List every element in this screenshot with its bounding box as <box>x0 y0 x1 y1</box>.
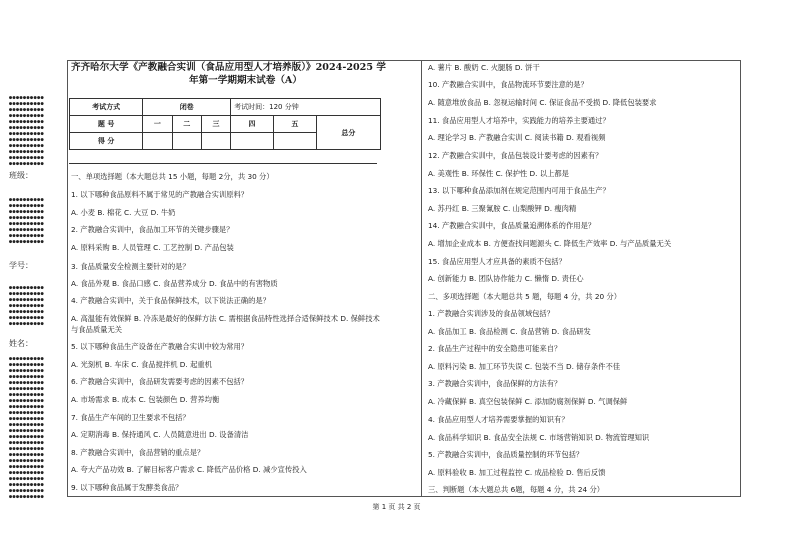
question-11-options: A. 理论学习 B. 产教融合实训 C. 阅读书籍 D. 观看视频 <box>428 133 606 142</box>
dots-row: ●●●●●●●●●● <box>9 428 45 434</box>
student-id-label: 学号： <box>9 261 33 270</box>
mc-question-3: 3. 产教融合实训中，食品保鲜的方法有？ <box>428 379 562 388</box>
exam-title <box>71 61 416 87</box>
mc-question-5: 5. 产教融合实训中，食品质量控制的环节包括？ <box>428 450 584 459</box>
total-label: 总分 <box>316 116 380 150</box>
name-label: 姓名： <box>9 339 33 348</box>
col-3: 三 <box>201 116 230 133</box>
dots-row: ●●●●●●●●●● <box>9 149 45 155</box>
question-6-options: A. 市场需求 B. 成本 C. 包装颜色 D. 营养均衡 <box>71 395 220 404</box>
dots-row: ●●●●●●●●●● <box>9 398 45 404</box>
dots-row: ●●●●●●●●●● <box>9 113 45 119</box>
question-13-options: A. 苏丹红 B. 三聚氰胺 C. 山梨酸钾 D. 瘦肉精 <box>428 204 577 213</box>
question-12-options: A. 美观性 B. 环保性 C. 保护性 D. 以上都是 <box>428 169 569 178</box>
mc-question-4: 4. 食品应用型人才培养需要掌握的知识有？ <box>428 415 569 424</box>
question-4: 4. 产教融合实训中，关于食品保鲜技术，以下说法正确的是？ <box>71 296 270 305</box>
binding-dots-block-1 <box>9 95 44 167</box>
dots-row: ●●●●●●●●●● <box>9 227 45 233</box>
exam-mode-label: 考试方式 <box>70 99 143 116</box>
dots-row: ●●●●●●●●●● <box>9 155 45 161</box>
dots-row: ●●●●●●●●●● <box>9 239 45 245</box>
question-1: 1. 以下哪种食品原料不属于常见的产教融合实训原料？ <box>71 190 249 199</box>
dots-row: ●●●●●●●●●● <box>9 137 45 143</box>
question-11: 11. 食品应用型人才培养中，实践能力的培养主要通过？ <box>428 116 610 125</box>
score-label: 得 分 <box>70 133 143 150</box>
mc-question-2: 2. 食品生产过程中的安全隐患可能来自？ <box>428 344 562 353</box>
dots-row: ●●●●●●●●●● <box>9 482 45 488</box>
question-no-label: 题 号 <box>70 116 143 133</box>
dots-row: ●●●●●●●●●● <box>9 209 45 215</box>
exam-time: 考试时间：120 分钟 <box>231 99 381 116</box>
dots-row: ●●●●●●●●●● <box>9 404 45 410</box>
dots-row: ●●●●●●●●●● <box>9 362 45 368</box>
mc-question-5-options: A. 原料验收 B. 加工过程监控 C. 成品检验 D. 售后反馈 <box>428 468 606 477</box>
dots-row: ●●●●●●●●●● <box>9 422 45 428</box>
dots-row: ●●●●●●●●●● <box>9 125 45 131</box>
dots-row: ●●●●●●●●●● <box>9 101 45 107</box>
dots-row: ●●●●●●●●●● <box>9 321 45 327</box>
dots-row: ●●●●●●●●●● <box>9 494 45 500</box>
question-1-options: A. 小麦 B. 棉花 C. 大豆 D. 牛奶 <box>71 208 176 217</box>
dots-row: ●●●●●●●●●● <box>9 488 45 494</box>
dots-row: ●●●●●●●●●● <box>9 197 45 203</box>
dots-row: ●●●●●●●●●● <box>9 119 45 125</box>
column-divider <box>421 60 422 497</box>
class-label: 班级： <box>9 171 33 180</box>
binding-dots-block-2 <box>9 197 44 245</box>
dots-row: ●●●●●●●●●● <box>9 368 45 374</box>
score-cell-4[interactable] <box>231 133 274 150</box>
dots-row: ●●●●●●●●●● <box>9 416 45 422</box>
dots-row: ●●●●●●●●●● <box>9 452 45 458</box>
score-table <box>69 98 381 150</box>
dots-row: ●●●●●●●●●● <box>9 95 45 101</box>
dots-row: ●●●●●●●●●● <box>9 464 45 470</box>
question-13: 13. 以下哪种食品添加剂在规定范围内可用于食品生产？ <box>428 186 610 195</box>
mc-question-3-options: A. 冷藏保鲜 B. 真空包装保鲜 C. 添加防腐剂保鲜 D. 气调保鲜 <box>428 397 628 406</box>
question-10-options: A. 随意堆放食品 B. 忽视运输时间 C. 保证食品不受损 D. 降低包装要求 <box>428 98 657 107</box>
question-8: 8. 产教融合实训中，食品营销的重点是？ <box>71 448 205 457</box>
dots-row: ●●●●●●●●●● <box>9 476 45 482</box>
score-cell-1[interactable] <box>143 133 172 150</box>
question-10: 10. 产教融合实训中，食品物流环节要注意的是？ <box>428 80 588 89</box>
question-14-options: A. 增加企业成本 B. 方便查找问题源头 C. 降低生产效率 D. 与产品质量无关 <box>428 239 672 248</box>
dots-row: ●●●●●●●●●● <box>9 203 45 209</box>
dots-row: ●●●●●●●●●● <box>9 309 45 315</box>
question-15-options: A. 创新能力 B. 团队协作能力 C. 懒惰 D. 责任心 <box>428 274 584 283</box>
score-cell-2[interactable] <box>172 133 201 150</box>
question-5: 5. 以下哪种食品生产设备在产教融合实训中较为常用？ <box>71 342 249 351</box>
dots-row: ●●●●●●●●●● <box>9 161 45 167</box>
question-9-options: A. 薯片 B. 酸奶 C. 火腿肠 D. 饼干 <box>428 63 540 72</box>
exam-title-line2: 年第一学期期末试卷（A） <box>189 75 302 86</box>
section2-heading: 二、多项选择题（本大题总共 5 题，每题 4 分，共 20 分） <box>428 292 622 301</box>
mc-question-4-options: A. 食品科学知识 B. 食品安全法规 C. 市场营销知识 D. 物流管理知识 <box>428 433 650 442</box>
exam-mode-value: 闭卷 <box>143 99 231 116</box>
dots-row: ●●●●●●●●●● <box>9 374 45 380</box>
question-12: 12. 产教融合实训中，食品包装设计要考虑的因素有？ <box>428 151 603 160</box>
binding-dots-block-4 <box>9 356 44 500</box>
page-footer: 第 1 页 共 2 页 <box>372 503 421 511</box>
dots-row: ●●●●●●●●●● <box>9 380 45 386</box>
dots-row: ●●●●●●●●●● <box>9 470 45 476</box>
dots-row: ●●●●●●●●●● <box>9 392 45 398</box>
score-cell-5[interactable] <box>273 133 316 150</box>
score-cell-3[interactable] <box>201 133 230 150</box>
dots-row: ●●●●●●●●●● <box>9 356 45 362</box>
dots-row: ●●●●●●●●●● <box>9 386 45 392</box>
col-5: 五 <box>273 116 316 133</box>
dots-row: ●●●●●●●●●● <box>9 315 45 321</box>
dots-row: ●●●●●●●●●● <box>9 221 45 227</box>
section3-heading: 三、判断题（本大题总共 6题，每题 4 分，共 24 分） <box>428 485 605 494</box>
col-2: 二 <box>172 116 201 133</box>
question-3-options: A. 食品外观 B. 食品口感 C. 食品营养成分 D. 食品中的有害物质 <box>71 279 278 288</box>
section1-heading: 一、单项选择题（本大题总共 15 小题，每题 2分，共 30 分） <box>71 172 274 181</box>
dots-row: ●●●●●●●●●● <box>9 131 45 137</box>
dots-row: ●●●●●●●●●● <box>9 107 45 113</box>
dots-row: ●●●●●●●●●● <box>9 434 45 440</box>
mc-question-2-options: A. 原料污染 B. 加工环节失误 C. 包装不当 D. 储存条件不佳 <box>428 362 621 371</box>
dots-row: ●●●●●●●●●● <box>9 233 45 239</box>
question-7-options: A. 定期消毒 B. 保持通风 C. 人员随意进出 D. 设备清洁 <box>71 430 249 439</box>
mc-question-1: 1. 产教融合实训涉及的食品领域包括？ <box>428 309 555 318</box>
dots-row: ●●●●●●●●●● <box>9 297 45 303</box>
divider-line <box>69 163 377 164</box>
question-15: 15. 食品应用型人才应具备的素质不包括？ <box>428 257 566 266</box>
exam-title-line1: 齐齐哈尔大学《产教融合实训（食品应用型人才培养版）》2024-2025 学 <box>71 62 386 73</box>
dots-row: ●●●●●●●●●● <box>9 291 45 297</box>
question-7: 7. 食品生产车间的卫生要求不包括？ <box>71 413 190 422</box>
question-2-options: A. 原料采购 B. 人员管理 C. 工艺控制 D. 产品包装 <box>71 243 234 252</box>
dots-row: ●●●●●●●●●● <box>9 446 45 452</box>
question-9: 9. 以下哪种食品属于发酵类食品？ <box>71 483 183 492</box>
dots-row: ●●●●●●●●●● <box>9 440 45 446</box>
question-4-options: A. 高温能有效保鲜 B. 冷冻是最好的保鲜方法 C. 需根据食品特性选择合适保鲜技术 D. 保鲜技术与食品质量无关 <box>71 314 380 334</box>
dots-row: ●●●●●●●●●● <box>9 143 45 149</box>
col-4: 四 <box>231 116 274 133</box>
dots-row: ●●●●●●●●●● <box>9 458 45 464</box>
question-3: 3. 食品质量安全检测主要针对的是？ <box>71 262 190 271</box>
question-2: 2. 产教融合实训中，食品加工环节的关键步骤是？ <box>71 225 234 234</box>
mc-question-1-options: A. 食品加工 B. 食品检测 C. 食品营销 D. 食品研发 <box>428 327 591 336</box>
dots-row: ●●●●●●●●●● <box>9 410 45 416</box>
question-8-options: A. 夸大产品功效 B. 了解目标客户需求 C. 降低产品价格 D. 减少宣传投入 <box>71 465 307 474</box>
question-6: 6. 产教融合实训中，食品研发需要考虑的因素不包括？ <box>71 377 249 386</box>
question-14: 14. 产教融合实训中，食品质量追溯体系的作用是？ <box>428 221 596 230</box>
question-5-options: A. 光刻机 B. 车床 C. 食品搅拌机 D. 起重机 <box>71 360 212 369</box>
dots-row: ●●●●●●●●●● <box>9 215 45 221</box>
col-1: 一 <box>143 116 172 133</box>
dots-row: ●●●●●●●●●● <box>9 285 45 291</box>
binding-dots-block-3 <box>9 285 44 327</box>
dots-row: ●●●●●●●●●● <box>9 303 45 309</box>
